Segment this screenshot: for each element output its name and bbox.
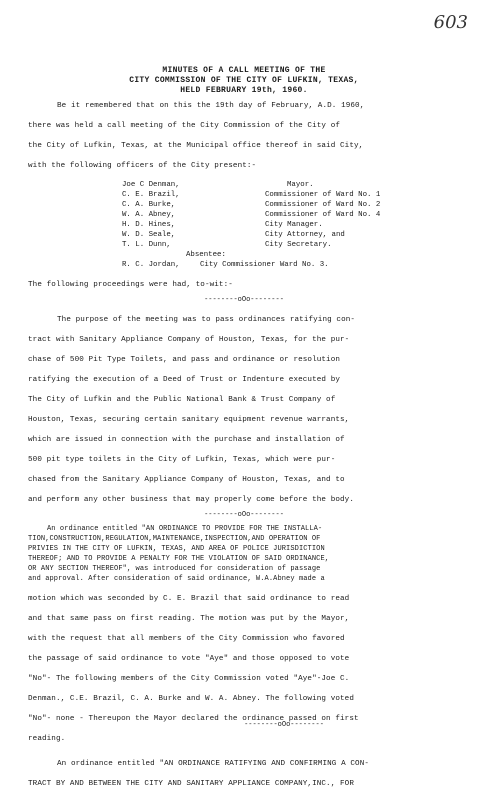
purpose-line: Houston, Texas, securing certain sanitary equipment revenue warrants, xyxy=(28,416,350,424)
motion-line: "No"- The following members of the City Commission voted "Aye"-Joe C. xyxy=(28,675,350,683)
officer-position: Commissioner of Ward No. 1 xyxy=(265,191,381,199)
proceedings-line: The following proceedings were had, to-wit:- xyxy=(28,281,233,289)
purpose-line: The City of Lufkin and the Public National Bank & Trust Company of xyxy=(28,396,336,404)
intro-line: there was held a call meeting of the City Commission of the City of xyxy=(28,122,341,130)
officer-name: T. L. Dunn, xyxy=(122,241,171,249)
ordinance-line: PRIVIES IN THE CITY OF LUFKIN, TEXAS, AND AREA OF POLICE JURISDICTION xyxy=(28,545,325,553)
purpose-line: 500 pit type toilets in the City of Lufkin, Texas, which were pur- xyxy=(28,456,336,464)
title-line-1: MINUTES OF A CALL MEETING OF THE xyxy=(162,66,326,75)
purpose-line: chased from the Sanitary Appliance Company of Houston, Texas, and to xyxy=(28,476,345,484)
purpose-line: tract with Sanitary Appliance Company of Houston, Texas, for the pur- xyxy=(28,336,350,344)
motion-line: reading. xyxy=(28,735,66,743)
officer-name: C. E. Brazil, xyxy=(122,191,180,199)
ordinance-line: OR ANY SECTION THEREOF", was introduced for consideration of passage xyxy=(28,565,321,573)
final-line: An ordinance entitled "AN ORDINANCE RATIFYING AND CONFIRMING A CON- xyxy=(57,760,370,768)
ordinance-line: An ordinance entitled "AN ORDINANCE TO PROVIDE FOR THE INSTALLA- xyxy=(47,525,323,533)
motion-line: Denman., C.E. Brazil, C. A. Burke and W. A. Abney. The following voted xyxy=(28,695,354,703)
motion-line: and that same pass on first reading. The motion was put by the Mayor, xyxy=(28,615,350,623)
motion-line: "No"- none - Thereupon the Mayor declared the ordinance passed on first xyxy=(28,715,359,723)
absentee-position: City Commissioner Ward No. 3. xyxy=(200,261,329,269)
intro-line: Be it remembered that on this the 19th day of February, A.D. 1960, xyxy=(57,102,365,110)
motion-line: motion which was seconded by C. E. Brazil that said ordinance to read xyxy=(28,595,350,603)
title-line-3: HELD FEBRUARY 19th, 1960. xyxy=(180,86,308,95)
purpose-line: The purpose of the meeting was to pass ordinances ratifying con- xyxy=(57,316,356,324)
separator: --------oOo-------- xyxy=(204,511,284,519)
officer-name: Joe C Denman, xyxy=(122,181,180,189)
purpose-line: which are issued in connection with the purchase and installation of xyxy=(28,436,345,444)
purpose-line: chase of 500 Pit Type Toilets, and pass and ordinance or resolution xyxy=(28,356,341,364)
officer-position: Commissioner of Ward No. 4 xyxy=(265,211,381,219)
separator: --------oOo-------- xyxy=(244,721,324,729)
officer-position: City Manager. xyxy=(265,221,323,229)
officer-position: City Attorney, and xyxy=(265,231,345,239)
page-number: 603 xyxy=(433,12,468,33)
purpose-line: ratifying the execution of a Deed of Trust or Indenture executed by xyxy=(28,376,341,384)
absentee-name: R. C. Jordan, xyxy=(122,261,180,269)
title-line-2: CITY COMMISSION OF THE CITY OF LUFKIN, TEXAS, xyxy=(129,76,359,85)
ordinance-line: and approval. After consideration of said ordinance, W.A.Abney made a xyxy=(28,575,325,583)
officer-position: City Secretary. xyxy=(265,241,332,249)
ordinance-line: THEREOF; AND TO PROVIDE A PENALTY FOR THE VIOLATION OF SAID ORDINANCE, xyxy=(28,555,330,563)
ordinance-line: TION,CONSTRUCTION,REGULATION,MAINTENANCE,INSPECTION,AND OPERATION OF xyxy=(28,535,321,543)
intro-line: with the following officers of the City present:- xyxy=(28,162,257,170)
officer-name: C. A. Burke, xyxy=(122,201,176,209)
officer-name: W. A. Abney, xyxy=(122,211,176,219)
separator: --------oOo-------- xyxy=(204,296,284,304)
officer-name: W. D. Seale, xyxy=(122,231,176,239)
intro-line: the City of Lufkin, Texas, at the Municipal office thereof in said City, xyxy=(28,142,364,150)
officer-name: H. D. Hines, xyxy=(122,221,176,229)
motion-line: with the request that all members of the City Commission who favored xyxy=(28,635,345,643)
officer-position: Mayor. xyxy=(287,181,314,189)
final-line: TRACT BY AND BETWEEN THE CITY AND SANITARY APPLIANCE COMPANY,INC., FOR xyxy=(28,780,354,788)
officer-position: Commissioner of Ward No. 2 xyxy=(265,201,381,209)
absentee-label: Absentee: xyxy=(186,251,226,259)
purpose-line: and perform any other business that may properly come before the body. xyxy=(28,496,354,504)
motion-line: the passage of said ordinance to vote "Aye" and those opposed to vote xyxy=(28,655,350,663)
